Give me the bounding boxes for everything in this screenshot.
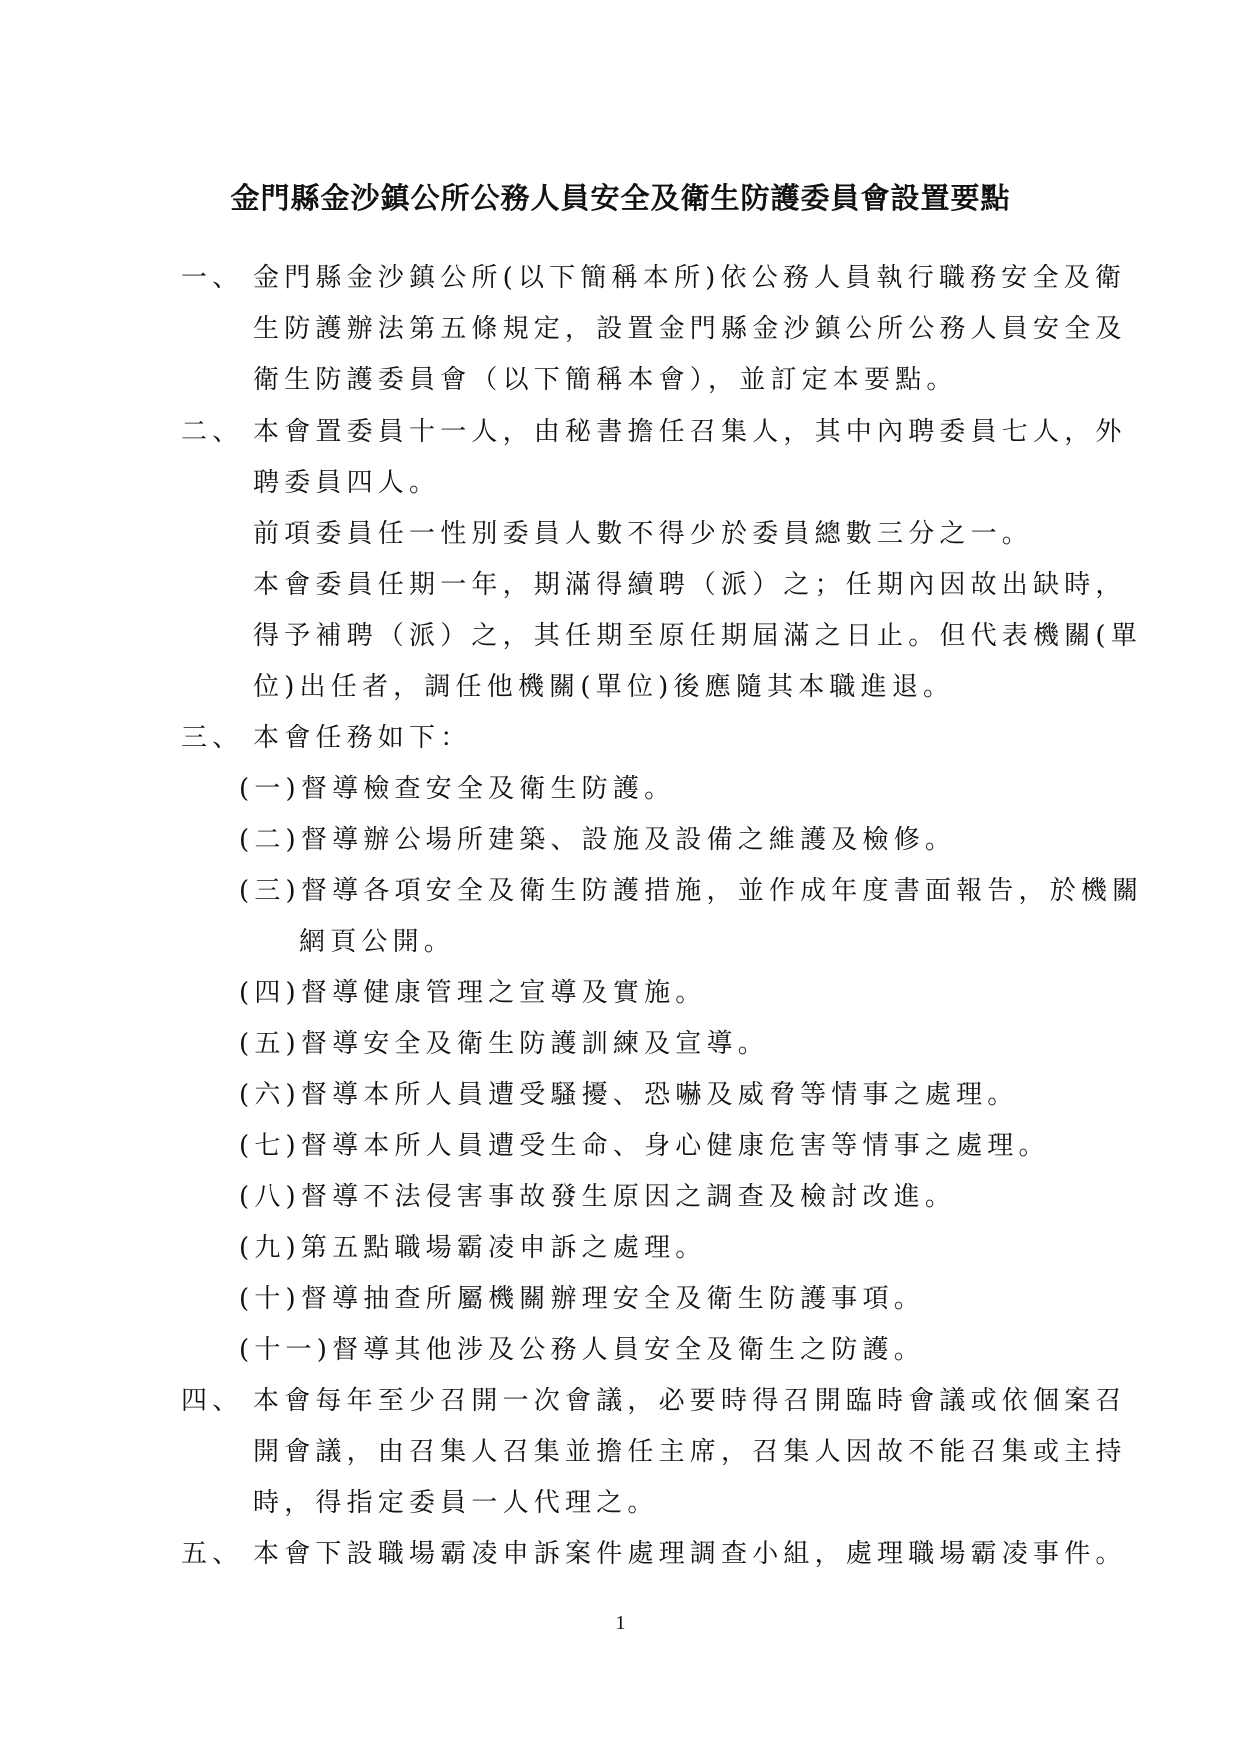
section-4-text: 開會議，由召集人召集並擔任主席，召集人因故不能召集或主持	[253, 1437, 1127, 1467]
section-2-text: 得予補聘（派）之，其任期至原任期屆滿之日止。但代表機關(單	[253, 621, 1142, 651]
document-title: 金門縣金沙鎮公所公務人員安全及衛生防護委員會設置要點	[230, 181, 1011, 215]
section-4-number: 四、	[181, 1386, 244, 1416]
document-page: 金門縣金沙鎮公所公務人員安全及衛生防護委員會設置要點 一、 金門縣金沙鎮公所(以下簡稱本所)依公務人員執行職務安全及衛 生防護辦法第五條規定，設置金門縣金沙鎮公所公務人員安全及 衛生防護委員會（以下簡稱本會），並訂定本要點。 二、 本會置委員十一人，由秘書擔任召集人，其中內聘委員七人，外 聘委員四人。 前項委員任一性別委員人數不得少於委員總數三分之一。 本會委員任期一年，期滿得續聘（派）之；任期內因故出缺時， 得予補聘（派）之，其任期至原任期屆滿之日止。但代表機關(單 位)出任者，調任他機關(單位)後應隨其本職進退。 三、 本會任務如下： (一)督導檢查安全及衛生防護。 (二)督導辦公場所建築、設施及設備之維護及檢修。 (三)督導各項安全及衛生防護措施，並作成年度書面報告，於機關 網頁公開。 (四)督導健康管理之宣導及實施。 (五)督導安全及衛生防護訓練及宣導。 (六)督導本所人員遭受騷擾、恐嚇及威脅等情事之處理。 (七)督導本所人員遭受生命、身心健康危害等情事之處理。 (八)督導不法侵害事故發生原因之調查及檢討改進。 (九)第五點職場霸凌申訴之處理。 (十)督導抽查所屬機關辦理安全及衛生防護事項。 (十一)督導其他涉及公務人員安全及衛生之防護。 四、 本會每年至少召開一次會議，必要時得召開臨時會議或依個案召 開會議，由召集人召集並擔任主席，召集人因故不能召集或主持 時，得指定委員一人代理之。 五、 本會下設職場霸凌申訴案件處理調查小組，處理職場霸凌事件。 1	[0, 0, 1241, 1754]
section-3-text: 本會任務如下：	[253, 723, 472, 753]
section-2-text: 前項委員任一性別委員人數不得少於委員總數三分之一。	[253, 519, 1034, 549]
section-1-text: 金門縣金沙鎮公所(以下簡稱本所)依公務人員執行職務安全及衛	[253, 263, 1127, 293]
section-1-text: 生防護辦法第五條規定，設置金門縣金沙鎮公所公務人員安全及	[253, 314, 1127, 344]
section-2-text: 本會委員任期一年，期滿得續聘（派）之；任期內因故出缺時，	[253, 570, 1127, 600]
section-4-text: 時，得指定委員一人代理之。	[253, 1488, 659, 1518]
section-5-text: 本會下設職場霸凌申訴案件處理調查小組，處理職場霸凌事件。	[253, 1539, 1127, 1569]
section-3-number: 三、	[181, 723, 244, 753]
section-2-number: 二、	[181, 417, 244, 447]
section-2-text: 本會置委員十一人，由秘書擔任召集人，其中內聘委員七人，外	[253, 417, 1127, 447]
section-4-text: 本會每年至少召開一次會議，必要時得召開臨時會議或依個案召	[253, 1386, 1127, 1416]
page-number: 1	[615, 1612, 626, 1634]
section-1-number: 一、	[181, 263, 244, 293]
section-2-text: 位)出任者，調任他機關(單位)後應隨其本職進退。	[253, 672, 955, 702]
section-5-number: 五、	[181, 1539, 244, 1569]
section-2-text: 聘委員四人。	[253, 468, 441, 498]
section-1-text: 衛生防護委員會（以下簡稱本會），並訂定本要點。	[253, 365, 958, 395]
